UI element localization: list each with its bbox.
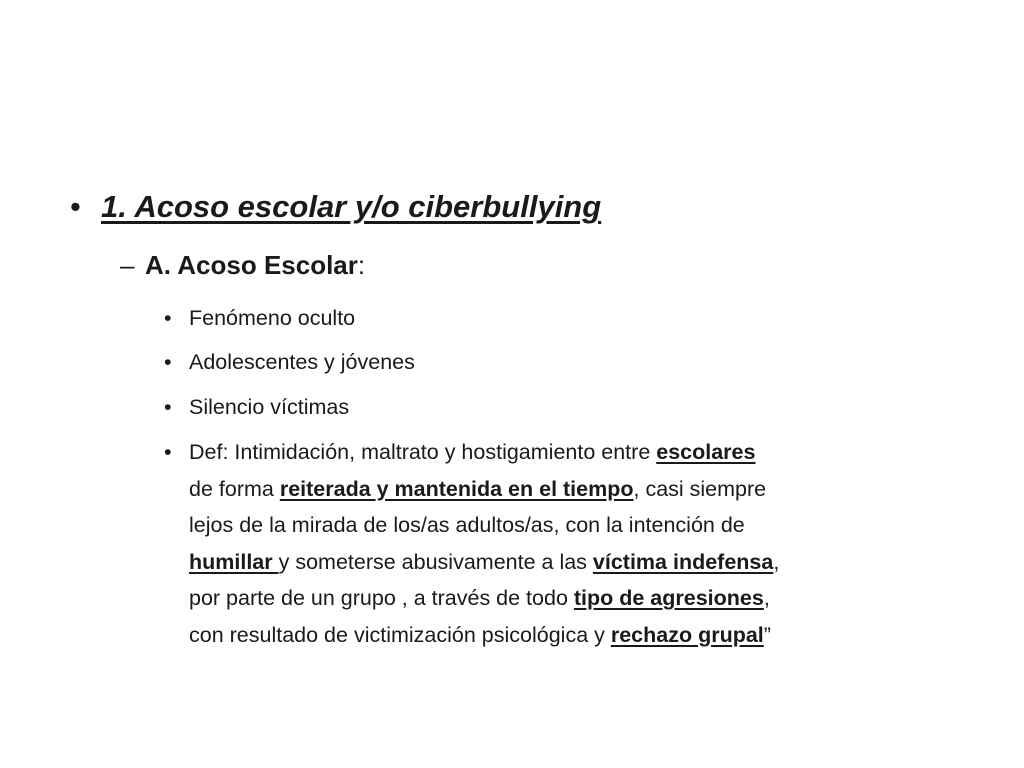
emphasis-agresiones: tipo de agresiones xyxy=(573,586,764,610)
item-bullet: • xyxy=(164,350,172,374)
definition-line xyxy=(189,580,989,617)
subheading-label: A. Acoso Escolar xyxy=(145,250,358,280)
emphasis-humillar: humillar xyxy=(189,549,279,574)
emphasis-reiterada: reiterada y mantenida en el tiempo xyxy=(279,476,634,501)
definition-text: con resultado de victimización psicológica y xyxy=(189,622,611,647)
heading: 1. Acoso escolar y/o ciberbullying xyxy=(101,189,602,224)
subheading-colon: : xyxy=(357,250,366,280)
emphasis-escolares: escolares xyxy=(656,440,756,464)
list-item: Silencio víctimas xyxy=(189,395,350,419)
item-bullet: • xyxy=(164,395,172,419)
definition-bullet: • xyxy=(164,440,172,464)
item-bullet: • xyxy=(164,306,172,330)
definition-text: Def: Intimidación, maltrato y hostigamiento entre xyxy=(189,440,657,464)
definition-text: , xyxy=(773,549,780,574)
list-item: Adolescentes y jóvenes xyxy=(189,350,415,374)
definition-text: por parte de un grupo , a través de todo xyxy=(189,586,574,610)
emphasis-victima: víctima indefensa xyxy=(592,549,774,574)
emphasis-rechazo: rechazo grupal xyxy=(610,622,764,647)
definition-line xyxy=(189,544,989,581)
definition-text: ” xyxy=(763,622,771,647)
subheading xyxy=(145,250,365,281)
definition-text: , xyxy=(763,586,770,610)
list-item: Fenómeno oculto xyxy=(189,306,356,330)
definition-paragraph xyxy=(189,434,989,653)
definition-line: lejos de la mirada de los/as adultos/as, con la intención de xyxy=(189,513,745,537)
subheading-dash: – xyxy=(120,250,135,280)
definition-line xyxy=(189,617,989,654)
definition-text: de forma xyxy=(189,476,280,501)
definition-text: y someterse abusivamente a las xyxy=(278,549,593,574)
definition-line xyxy=(189,471,989,508)
definition-line xyxy=(189,434,989,471)
heading-bullet: • xyxy=(70,189,81,224)
definition-text: , casi siempre xyxy=(633,476,767,501)
